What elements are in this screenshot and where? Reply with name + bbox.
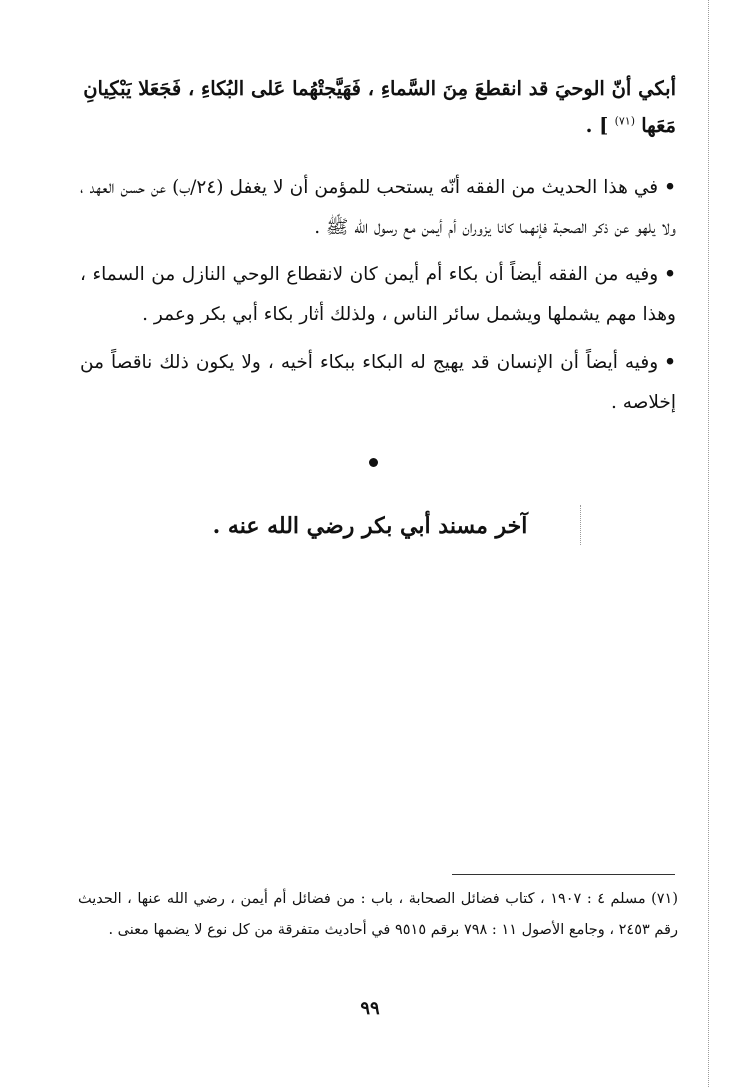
commentary-paragraph-3 bbox=[80, 343, 676, 423]
bullet-icon: • bbox=[664, 352, 676, 373]
footnote: (٧١) مسلم ٤ : ١٩٠٧ ، كتاب فضائل الصحابة ، باب : من فضائل أم أيمن ، رضي الله عنها ، الحديث رقم ٢٤٥٣ ، وجامع الأصول ١١ : ٧٩٨ برقم ٩٥١٥ في أحاديث متفرقة من كل نوع لا يضمها معنى . bbox=[78, 891, 678, 938]
section-separator-dot bbox=[369, 458, 378, 467]
paragraph-text: في هذا الحديث من الفقه أنّه يستحب للمؤمن أن لا يغفل (٢٤/ب) عن حسن العهد ، ولا يلهو عن ذكر الصحبة فإنهما كانا يزوران أم أيمن مع رسول الله ﷺ . bbox=[80, 177, 676, 238]
bullet-icon: • bbox=[664, 177, 676, 198]
paragraph-text: وفيه أيضاً أن الإنسان قد يهيج له البكاء ببكاء أخيه ، ولا يكون ذلك ناقصاً من إخلاصه . bbox=[80, 352, 676, 413]
bullet-icon: • bbox=[664, 264, 676, 285]
hadith-closing-bracket: ] . bbox=[585, 114, 609, 137]
section-closing-title: آخر مسند أبي بكر رضي الله عنه . bbox=[212, 513, 528, 539]
hadith-text-ending bbox=[80, 70, 676, 144]
footnote-reference: (٧١) bbox=[614, 114, 635, 128]
commentary-paragraph-1 bbox=[80, 168, 676, 248]
hadith-line-2: مَعَها bbox=[641, 114, 676, 137]
commentary-paragraph-2 bbox=[80, 255, 676, 335]
paragraph-text: وفيه من الفقه أيضاً أن بكاء أم أيمن كان لانقطاع الوحي النازل من السماء ، وهذا مهم يشملها ويشمل سائر الناس ، ولذلك أثار بكاء أبي بكر وعمر . bbox=[80, 264, 676, 325]
scan-edge-line bbox=[708, 0, 709, 1087]
hadith-line-1: أبكي أنّ الوحيَ قد انقطعَ مِنَ السَّماءِ ، فَهَيَّجتْهُما عَلى البُكاءِ ، فَجَعَلا يَبْكِيانِ bbox=[83, 77, 676, 100]
page-number: ٩٩ bbox=[360, 998, 380, 1019]
footnote-divider bbox=[452, 874, 675, 875]
